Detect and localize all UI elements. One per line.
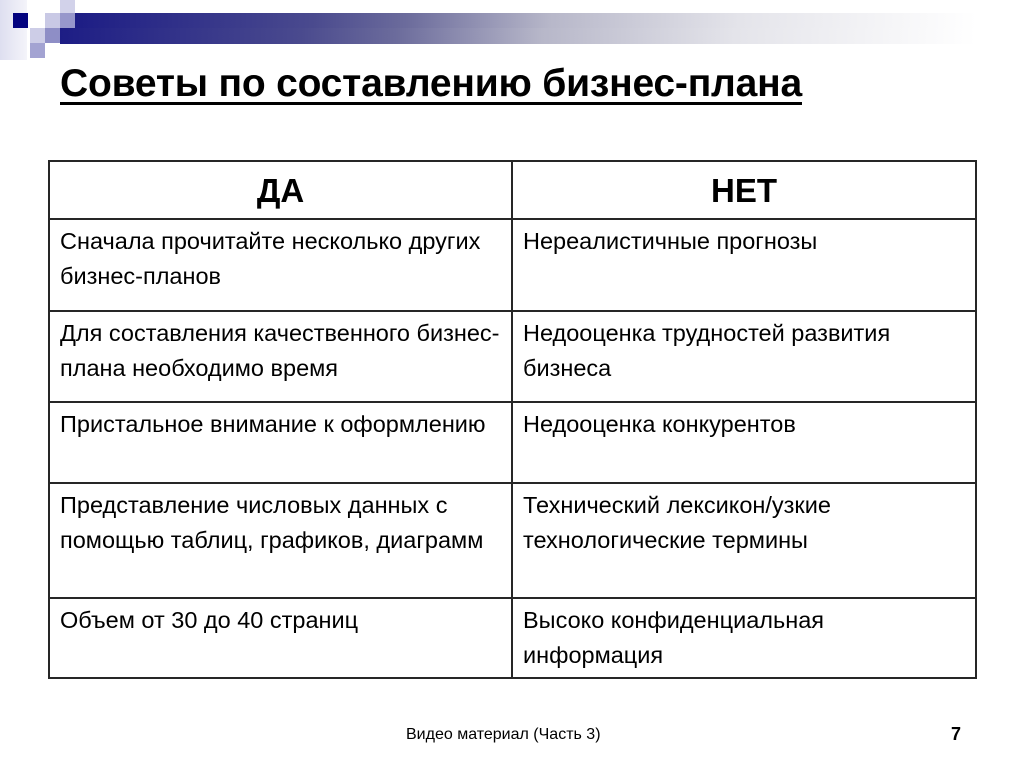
cell-no: Недооценка конкурентов <box>512 402 976 483</box>
comparison-table <box>48 160 977 679</box>
table-row <box>49 219 976 311</box>
table-row <box>49 598 976 678</box>
header-no: НЕТ <box>512 161 976 219</box>
cell-no: Нереалистичные прогнозы <box>512 219 976 311</box>
cell-yes: Для составления качественного бизнес-плана необходимо время <box>49 311 512 402</box>
decor-square-light <box>45 13 60 28</box>
cell-yes: Представление числовых данных с помощью таблиц, графиков, диаграмм <box>49 483 512 598</box>
table-row <box>49 402 976 483</box>
decor-square-navy <box>13 13 28 28</box>
header-gradient-bar <box>75 13 1024 28</box>
decor-square-medium <box>30 43 45 58</box>
slide-title: Советы по составлению бизнес-плана <box>60 62 802 105</box>
cell-no: Технический лексикон/узкие технологические термины <box>512 483 976 598</box>
page-number: 7 <box>951 724 962 744</box>
cell-yes: Сначала прочитайте несколько других бизнес-планов <box>49 219 512 311</box>
decor-square-medium <box>60 13 75 28</box>
footer-text: Видео материал (Часть 3) <box>406 726 601 743</box>
cell-yes: Объем от 30 до 40 страниц <box>49 598 512 678</box>
cell-no: Недооценка трудностей развития бизнеса <box>512 311 976 402</box>
decor-square-medium <box>45 28 60 43</box>
cell-no: Высоко конфиденциальная информация <box>512 598 976 678</box>
table-row <box>49 311 976 402</box>
table-row <box>49 483 976 598</box>
header-gradient-bar-lower <box>60 28 1024 44</box>
cell-yes: Пристальное внимание к оформлению <box>49 402 512 483</box>
table-header-row <box>49 161 976 219</box>
header-yes: ДА <box>49 161 512 219</box>
decor-square-light <box>30 28 45 43</box>
